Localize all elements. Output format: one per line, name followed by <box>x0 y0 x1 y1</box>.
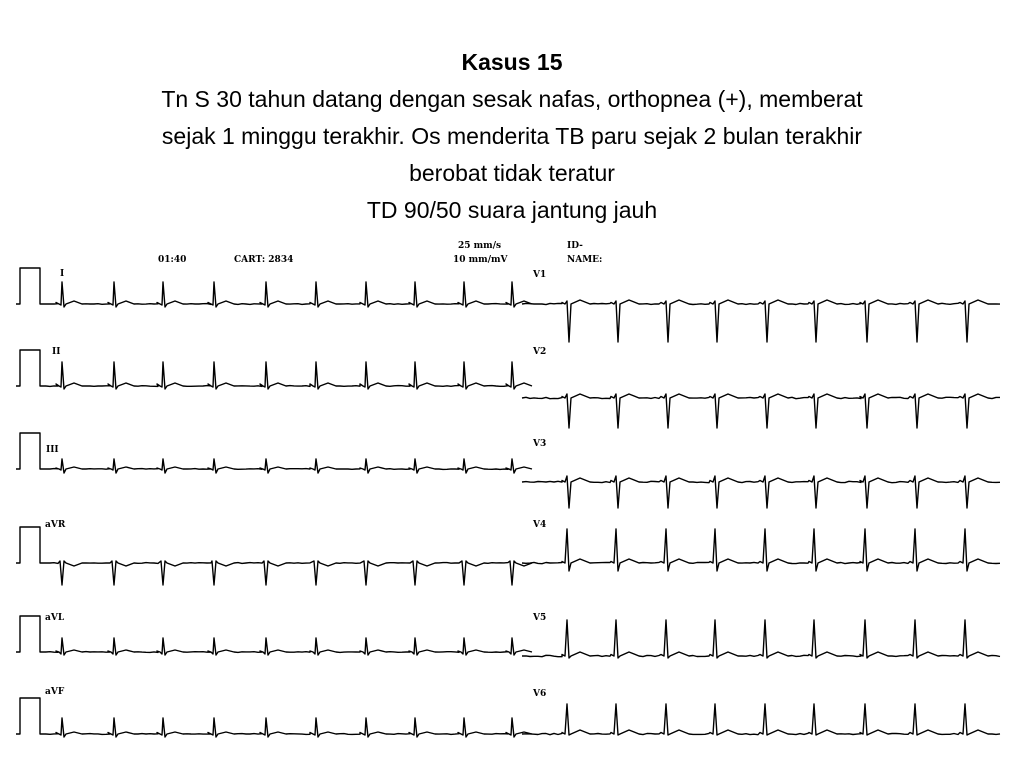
cal-trace-aVF <box>16 698 46 734</box>
case-description <box>40 44 984 229</box>
trace-aVF <box>46 718 532 737</box>
lead-label-V6: V6 <box>533 689 547 699</box>
lead-label-III: III <box>46 445 59 455</box>
ecg-id: ID- <box>567 241 583 251</box>
ecg-gain: 10 mm/mV <box>453 255 508 265</box>
trace-aVR <box>46 561 532 585</box>
cal-trace-I <box>16 268 46 304</box>
trace-V3 <box>522 476 1000 508</box>
case-title: Kasus 15 <box>461 49 563 75</box>
lead-label-aVL: aVL <box>45 613 65 623</box>
lead-label-V5: V5 <box>533 613 547 623</box>
lead-label-V4: V4 <box>533 520 547 530</box>
trace-II <box>46 362 532 389</box>
cal-trace-aVR <box>16 527 46 563</box>
lead-label-V2: V2 <box>533 347 547 357</box>
lead-label-II: II <box>52 347 61 357</box>
trace-I <box>46 282 532 307</box>
cal-trace-aVL <box>16 616 46 652</box>
case-line-2: sejak 1 minggu terakhir. Os menderita TB paru sejak 2 bulan terakhir <box>161 123 863 149</box>
case-line-4: TD 90/50 suara jantung jauh <box>366 197 658 223</box>
cal-trace-III <box>16 433 46 469</box>
ecg-cart: CART: 2834 <box>234 255 294 265</box>
case-line-3: berobat tidak teratur <box>409 160 615 186</box>
lead-label-I: I <box>60 269 65 279</box>
lead-label-aVF: aVF <box>45 687 65 697</box>
lead-label-V3: V3 <box>533 439 547 449</box>
cal-trace-II <box>16 350 46 386</box>
trace-aVL <box>46 638 532 655</box>
trace-V4 <box>522 529 1000 571</box>
trace-V6 <box>522 704 1000 735</box>
ecg-time: 01:40 <box>158 255 187 265</box>
lead-label-aVR: aVR <box>45 520 66 530</box>
trace-V5 <box>522 620 1000 658</box>
lead-label-V1: V1 <box>533 270 547 280</box>
ecg-tracing <box>0 232 1024 768</box>
trace-III <box>46 459 532 473</box>
trace-V2 <box>522 394 1000 428</box>
trace-V1 <box>522 300 1000 342</box>
ecg-name: NAME: <box>567 255 603 265</box>
case-line-1: Tn S 30 tahun datang dengan sesak nafas, orthopnea (+), memberat <box>161 86 863 112</box>
ecg-speed: 25 mm/s <box>458 241 502 251</box>
